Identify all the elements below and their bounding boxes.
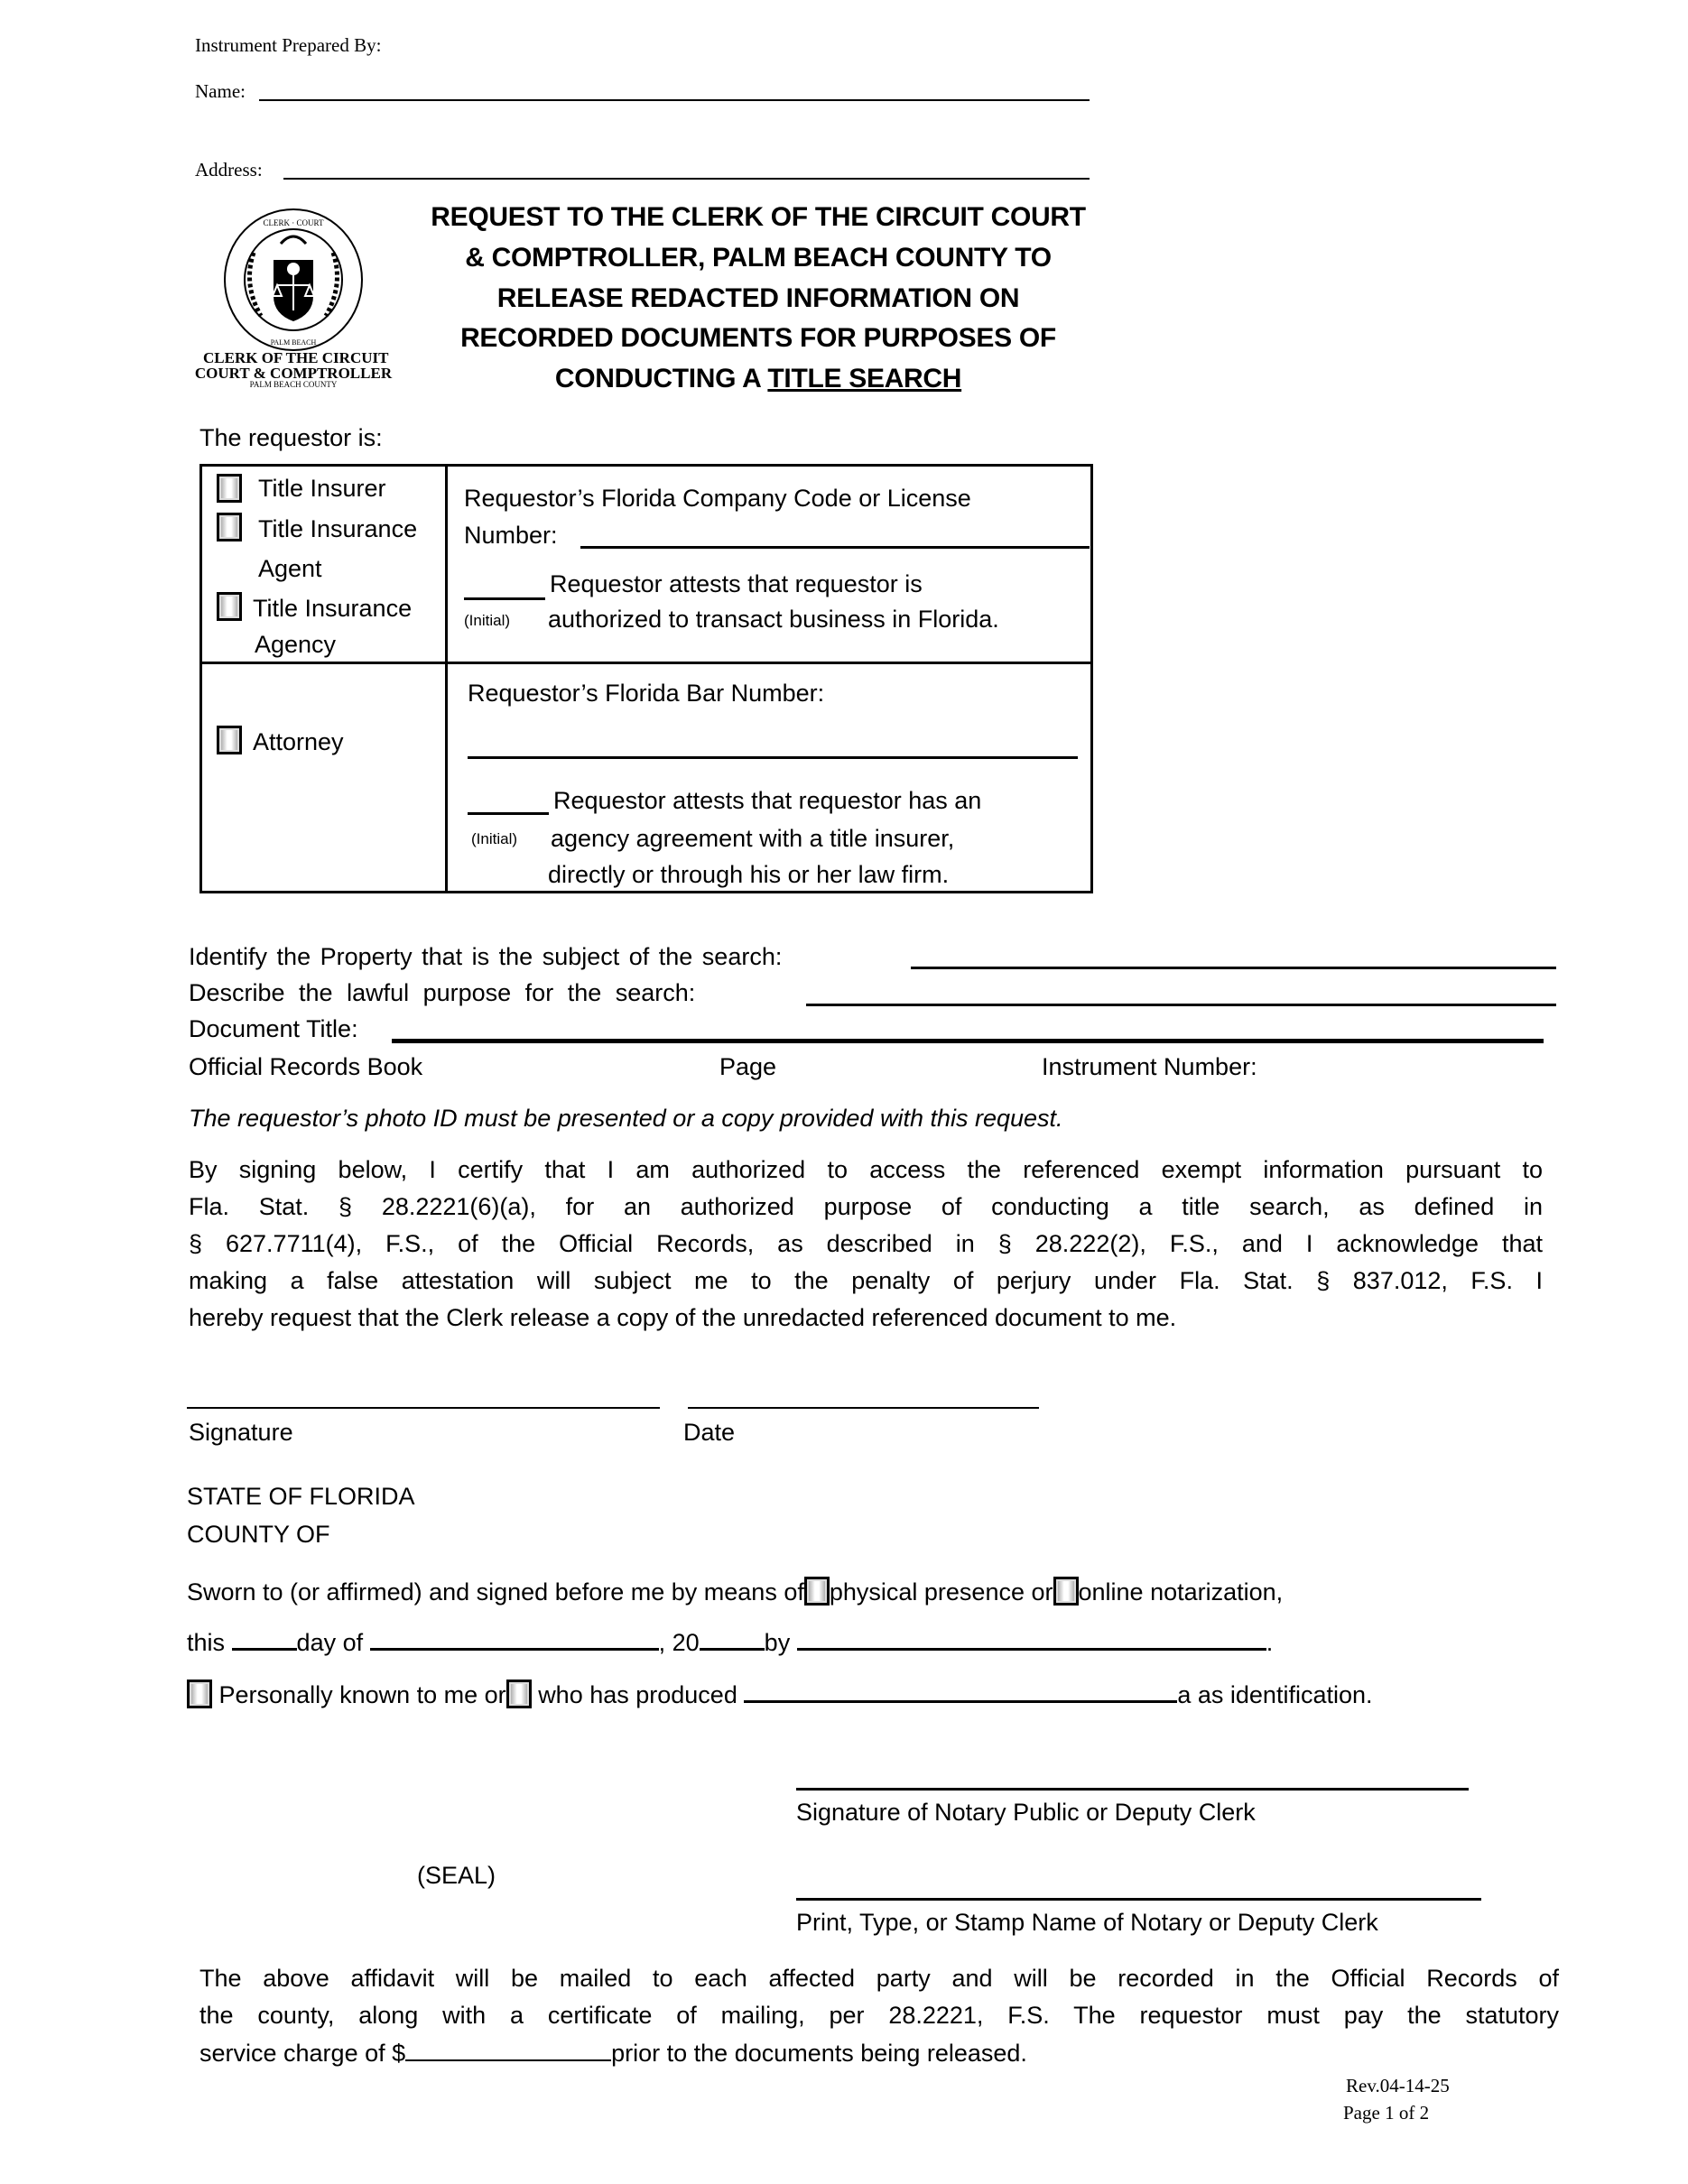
physical-presence-checkbox[interactable] [804, 1577, 830, 1606]
certification-line-4: making a false attestation will subject me to the penalty of perjury under Fla. Stat. § 837.012, F.S. I [189, 1267, 1543, 1294]
title-line-1: REQUEST TO THE CLERK OF THE CIRCUIT COURT [431, 202, 1086, 232]
photo-id-note: The requestor’s photo ID must be presented or a copy provided with this request. [189, 1105, 1063, 1132]
signature-field[interactable] [187, 1407, 660, 1409]
state-label: STATE OF FLORIDA [187, 1483, 415, 1510]
who-has-produced-label: who has produced [538, 1681, 737, 1708]
date-statement [187, 1626, 1273, 1657]
logo-line-3: PALM BEACH COUNTY [249, 380, 338, 389]
page-number: Page 1 of 2 [1343, 2102, 1430, 2124]
title-insurance-agent-checkbox[interactable] [217, 513, 242, 541]
notary-name-label: Print, Type, or Stamp Name of Notary or Deputy Clerk [796, 1909, 1378, 1936]
notary-signature-field[interactable] [796, 1788, 1469, 1791]
title-underlined: TITLE SEARCH [767, 364, 962, 393]
document-title-field[interactable] [392, 1039, 1544, 1043]
county-label: COUNTY OF [187, 1521, 330, 1548]
affidavit-line-1: The above affidavit will be mailed to each affected party and will be recorded in the Official Records of [199, 1965, 1559, 1992]
property-field[interactable] [911, 967, 1556, 969]
date-label: Date [683, 1419, 736, 1446]
agency-initial-label: (Initial) [471, 830, 518, 847]
clerk-seal-logo [221, 208, 366, 352]
by-label: by [764, 1629, 791, 1656]
identification-type-field[interactable] [744, 1679, 1177, 1703]
seal-label: (SEAL) [417, 1862, 496, 1889]
sworn-text: Sworn to (or affirmed) and signed before me by means of [187, 1578, 804, 1606]
title-insurance-agency-label-1: Title Insurance [253, 595, 413, 622]
personally-known-checkbox[interactable] [187, 1680, 212, 1708]
title-line-2: & COMPTROLLER, PALM BEACH COUNTY TO [465, 243, 1052, 273]
identify-property-label: Identify the Property that is the subject of the search: [189, 943, 783, 970]
agency-initial-field[interactable] [468, 812, 549, 815]
revision-label: Rev.04-14-25 [1346, 2075, 1450, 2096]
name-label: Name: [195, 80, 246, 102]
lawful-purpose-label: Describe the lawful purpose for the search: [189, 979, 696, 1006]
attest-agency-line-3: directly or through his or her law firm. [548, 861, 950, 888]
produced-id-checkbox[interactable] [506, 1680, 532, 1708]
service-charge-prefix: service charge of $ [199, 2040, 406, 2067]
as-identification-label: a as identification. [1177, 1681, 1373, 1708]
page-label: Page [719, 1053, 777, 1080]
logo-line-2: COURT & COMPTROLLER [194, 365, 393, 382]
affiant-name-field[interactable] [797, 1626, 1266, 1651]
identification-statement [187, 1679, 1373, 1709]
purpose-field[interactable] [806, 1004, 1556, 1006]
document-title-label: Document Title: [189, 1015, 358, 1042]
affidavit-line-3 [199, 2038, 1027, 2068]
prepared-by-label: Instrument Prepared By: [195, 34, 382, 56]
online-notarization-label: online notarization, [1078, 1578, 1284, 1606]
certification-line-5: hereby request that the Clerk release a copy of the unredacted referenced document to me. [189, 1304, 1177, 1331]
title-insurance-agency-label-2: Agency [255, 631, 337, 658]
svg-text:CLERK · COURT: CLERK · COURT [263, 218, 324, 227]
company-code-field[interactable] [580, 546, 1090, 549]
month-field[interactable] [370, 1626, 659, 1651]
business-initial-field[interactable] [464, 597, 545, 600]
this-label: this [187, 1629, 226, 1656]
bar-number-label: Requestor’s Florida Bar Number: [468, 680, 825, 707]
physical-presence-label: physical presence or [829, 1578, 1053, 1606]
day-field[interactable] [232, 1626, 297, 1651]
attest-business-line-2: authorized to transact business in Florida. [548, 606, 999, 633]
sworn-statement [187, 1577, 1283, 1606]
year-field[interactable] [700, 1626, 765, 1651]
notary-name-field[interactable] [796, 1898, 1481, 1901]
attorney-label: Attorney [253, 728, 344, 755]
title-line-4: RECORDED DOCUMENTS FOR PURPOSES OF [460, 323, 1056, 353]
bar-number-field[interactable] [468, 756, 1078, 759]
title-line-5 [397, 358, 1119, 399]
service-charge-field[interactable] [405, 2038, 611, 2061]
certification-line-3: § 627.7711(4), F.S., of the Official Records, as described in § 28.222(2), F.S., and I acknowledge that [189, 1230, 1543, 1257]
certification-line-2: Fla. Stat. § 28.2221(6)(a), for an authorized purpose of conducting a title search, as defined in [189, 1193, 1543, 1220]
svg-text:PALM BEACH: PALM BEACH [270, 338, 317, 347]
date-field[interactable] [688, 1407, 1039, 1409]
online-notarization-checkbox[interactable] [1053, 1577, 1079, 1606]
affidavit-line-2: the county, along with a certificate of mailing, per 28.2221, F.S. The requestor must pay the statutory [199, 2002, 1559, 2029]
title-insurance-agent-label-1: Title Insurance [258, 515, 418, 542]
title-insurer-checkbox[interactable] [217, 474, 242, 503]
day-of-label: day of [296, 1629, 364, 1656]
certification-line-1: By signing below, I certify that I am authorized to access the referenced exempt information pursuant to [189, 1156, 1543, 1183]
title-insurer-label: Title Insurer [258, 475, 386, 502]
address-field[interactable] [283, 178, 1090, 180]
period: . [1266, 1629, 1274, 1656]
personally-known-label: Personally known to me or [218, 1681, 506, 1708]
title-insurance-agent-label-2: Agent [258, 555, 322, 582]
year-prefix: , 20 [658, 1629, 700, 1656]
company-code-label-2: Number: [464, 522, 558, 549]
attest-agency-line-1: Requestor attests that requestor has an [553, 787, 982, 814]
requestor-label: The requestor is: [199, 424, 383, 451]
table-column-divider [445, 464, 448, 893]
business-initial-label: (Initial) [464, 612, 511, 629]
name-field[interactable] [259, 99, 1090, 101]
table-row-divider [199, 662, 1093, 664]
title-line-3: RELEASE REDACTED INFORMATION ON [496, 283, 1020, 313]
address-label: Address: [195, 159, 263, 180]
signature-label: Signature [189, 1419, 293, 1446]
attorney-checkbox[interactable] [217, 726, 242, 754]
attest-business-line-1: Requestor attests that requestor is [550, 570, 923, 597]
title-insurance-agency-checkbox[interactable] [217, 592, 242, 621]
title-prefix: CONDUCTING A [554, 364, 768, 393]
service-charge-suffix: prior to the documents being released. [611, 2040, 1027, 2067]
attest-agency-line-2: agency agreement with a title insurer, [551, 825, 955, 852]
company-code-label-1: Requestor’s Florida Company Code or License [464, 485, 971, 512]
or-book-label: Official Records Book [189, 1053, 423, 1080]
notary-signature-label: Signature of Notary Public or Deputy Clerk [796, 1799, 1256, 1826]
logo-line-1: CLERK OF THE CIRCUIT [203, 349, 389, 366]
instrument-number-label: Instrument Number: [1042, 1053, 1257, 1080]
